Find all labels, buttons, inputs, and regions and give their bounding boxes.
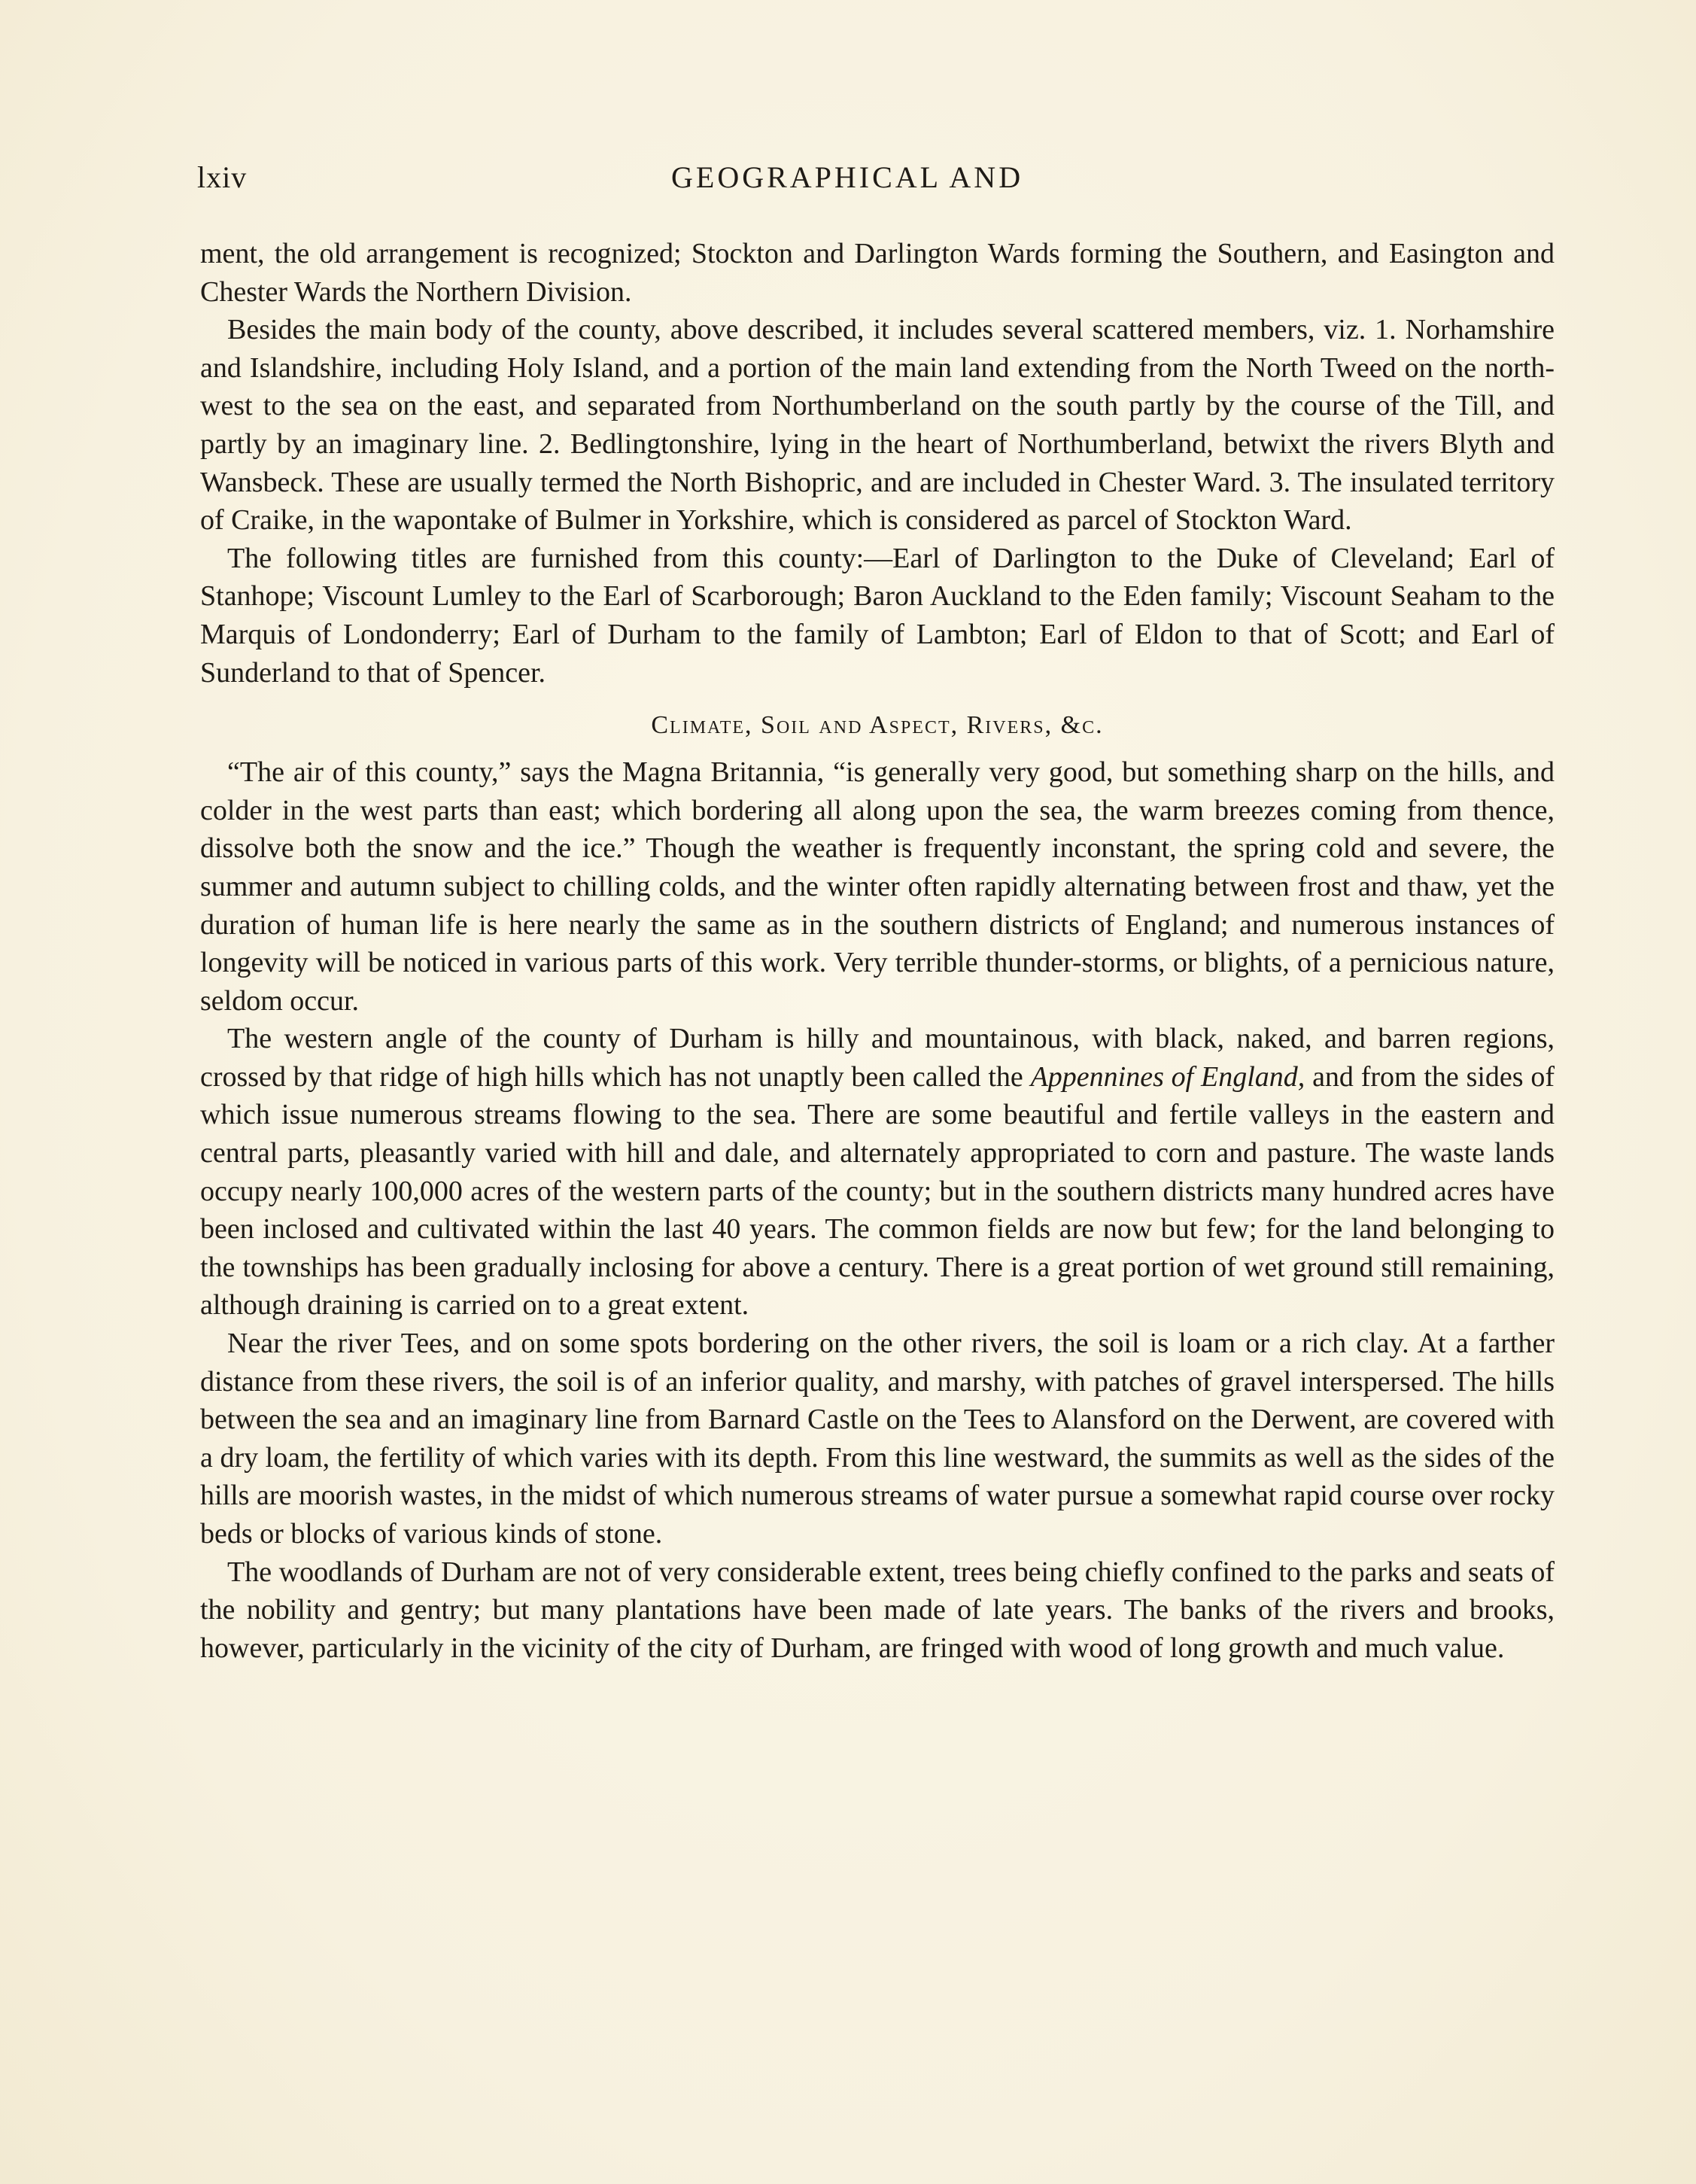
paragraph-soil: Near the river Tees, and on some spots bordering on the other rivers, the soil is loam or a rich clay. At a farther distance from these rivers, the soil is of an inferior quality, and marshy, with patches of gravel interspersed. The hills between the sea and an imaginary line from Barnard Castle on the Tees to Alansford on the Derwent, are covered with a dry loam, the fertility of which varies with its depth. From this line westward, the summits as well as the sides of the hills are moorish wastes, in the midst of which numerous streams of water pursue a somewhat rapid course over rocky beds or blocks of various kinds of stone. <box>200 1328 1555 1550</box>
body-text <box>200 235 1555 1667</box>
paragraph-western-angle <box>200 1020 1555 1325</box>
paragraph-scattered-members: Besides the main body of the county, above described, it includes several scattered members, viz. 1. Norhamshire and Islandshire, including Holy Island, and a portion of the main land extending from the North Tweed on the north-west to the sea on the east, and separated from Northumberland on the south partly by the course of the Till, and partly by an imaginary line. 2. Bedlingtonshire, lying in the heart of Northumberland, betwixt the rivers Blyth and Wansbeck. These are usually termed the North Bishopric, and are included in Chester Ward. 3. The insulated territory of Craike, in the wapontake of Bulmer in Yorkshire, which is considered as parcel of Stockton Ward. <box>200 314 1555 537</box>
paragraph-woodlands: The woodlands of Durham are not of very considerable extent, trees being chiefly confined to the parks and seats of the nobility and gentry; but many plantations have been made of late years. The banks of the rivers and brooks, however, particularly in the vicinity of the city of Durham, are fringed with wood of long growth and much value. <box>200 1556 1555 1664</box>
running-head <box>197 160 1552 205</box>
paragraph-western-angle-part2: and from the sides of which issue numerous streams flowing to the sea. There are some beautiful and fertile valleys in the eastern and central parts, pleasantly varied with hill and dale, and alternately appropriated to corn and pasture. The waste lands occupy nearly 100,000 acres of the western parts of the county; but in the southern districts many hundred acres have been inclosed and cultivated within the last 40 years. The common fields are now but few; for the land belonging to the townships has been gradually inclosing for above a century. There is a great portion of wet ground still remaining, although draining is carried on to a great extent. <box>200 1060 1555 1322</box>
paragraph-western-angle-part1: The western angle of the county of Durham is hilly and mountainous, with black, naked, and barren regions, crossed by that ridge of high hills which has not unaptly been called the <box>200 1023 1555 1093</box>
page-number: lxiv <box>197 160 248 194</box>
section-heading: Climate, Soil and Aspect, Rivers, &c. <box>651 711 1104 740</box>
paragraph-climate: “The air of this county,” says the Magna Britannia, “is generally very good, but something sharp on the hills, and colder in the west parts than east; which bordering all along upon the sea, the warm breezes coming from thence, dissolve both the snow and the ice.” Though the weather is frequently inconstant, the spring cold and severe, the summer and autumn subject to chilling colds, and the winter often rapidly alternating between frost and thaw, yet the duration of human life is here nearly the same as in the southern districts of England; and numerous instances of longevity will be noticed in various parts of this work. Very terrible thunder-storms, or blights, of a pernicious nature, seldom occur. <box>200 756 1555 1017</box>
paragraph-continuation: ment, the old arrangement is recognized; Stockton and Darlington Wards forming the Southern, and Easington and Chester Wards the Northern Division. <box>200 238 1555 308</box>
appennines-italic: Appennines of England, <box>1030 1060 1305 1093</box>
running-title: GEOGRAPHICAL AND <box>671 160 1024 194</box>
paragraph-titles: The following titles are furnished from this county:—Earl of Darlington to the Duke of Cleveland; Earl of Stanhope; Viscount Lumley to the Earl of Scarborough; Baron Auckland to the Eden family; Viscount Seaham to the Marquis of Londonderry; Earl of Durham to the family of Lambton; Earl of Eldon to that of Scott; and Earl of Sunderland to that of Spencer. <box>200 542 1555 689</box>
